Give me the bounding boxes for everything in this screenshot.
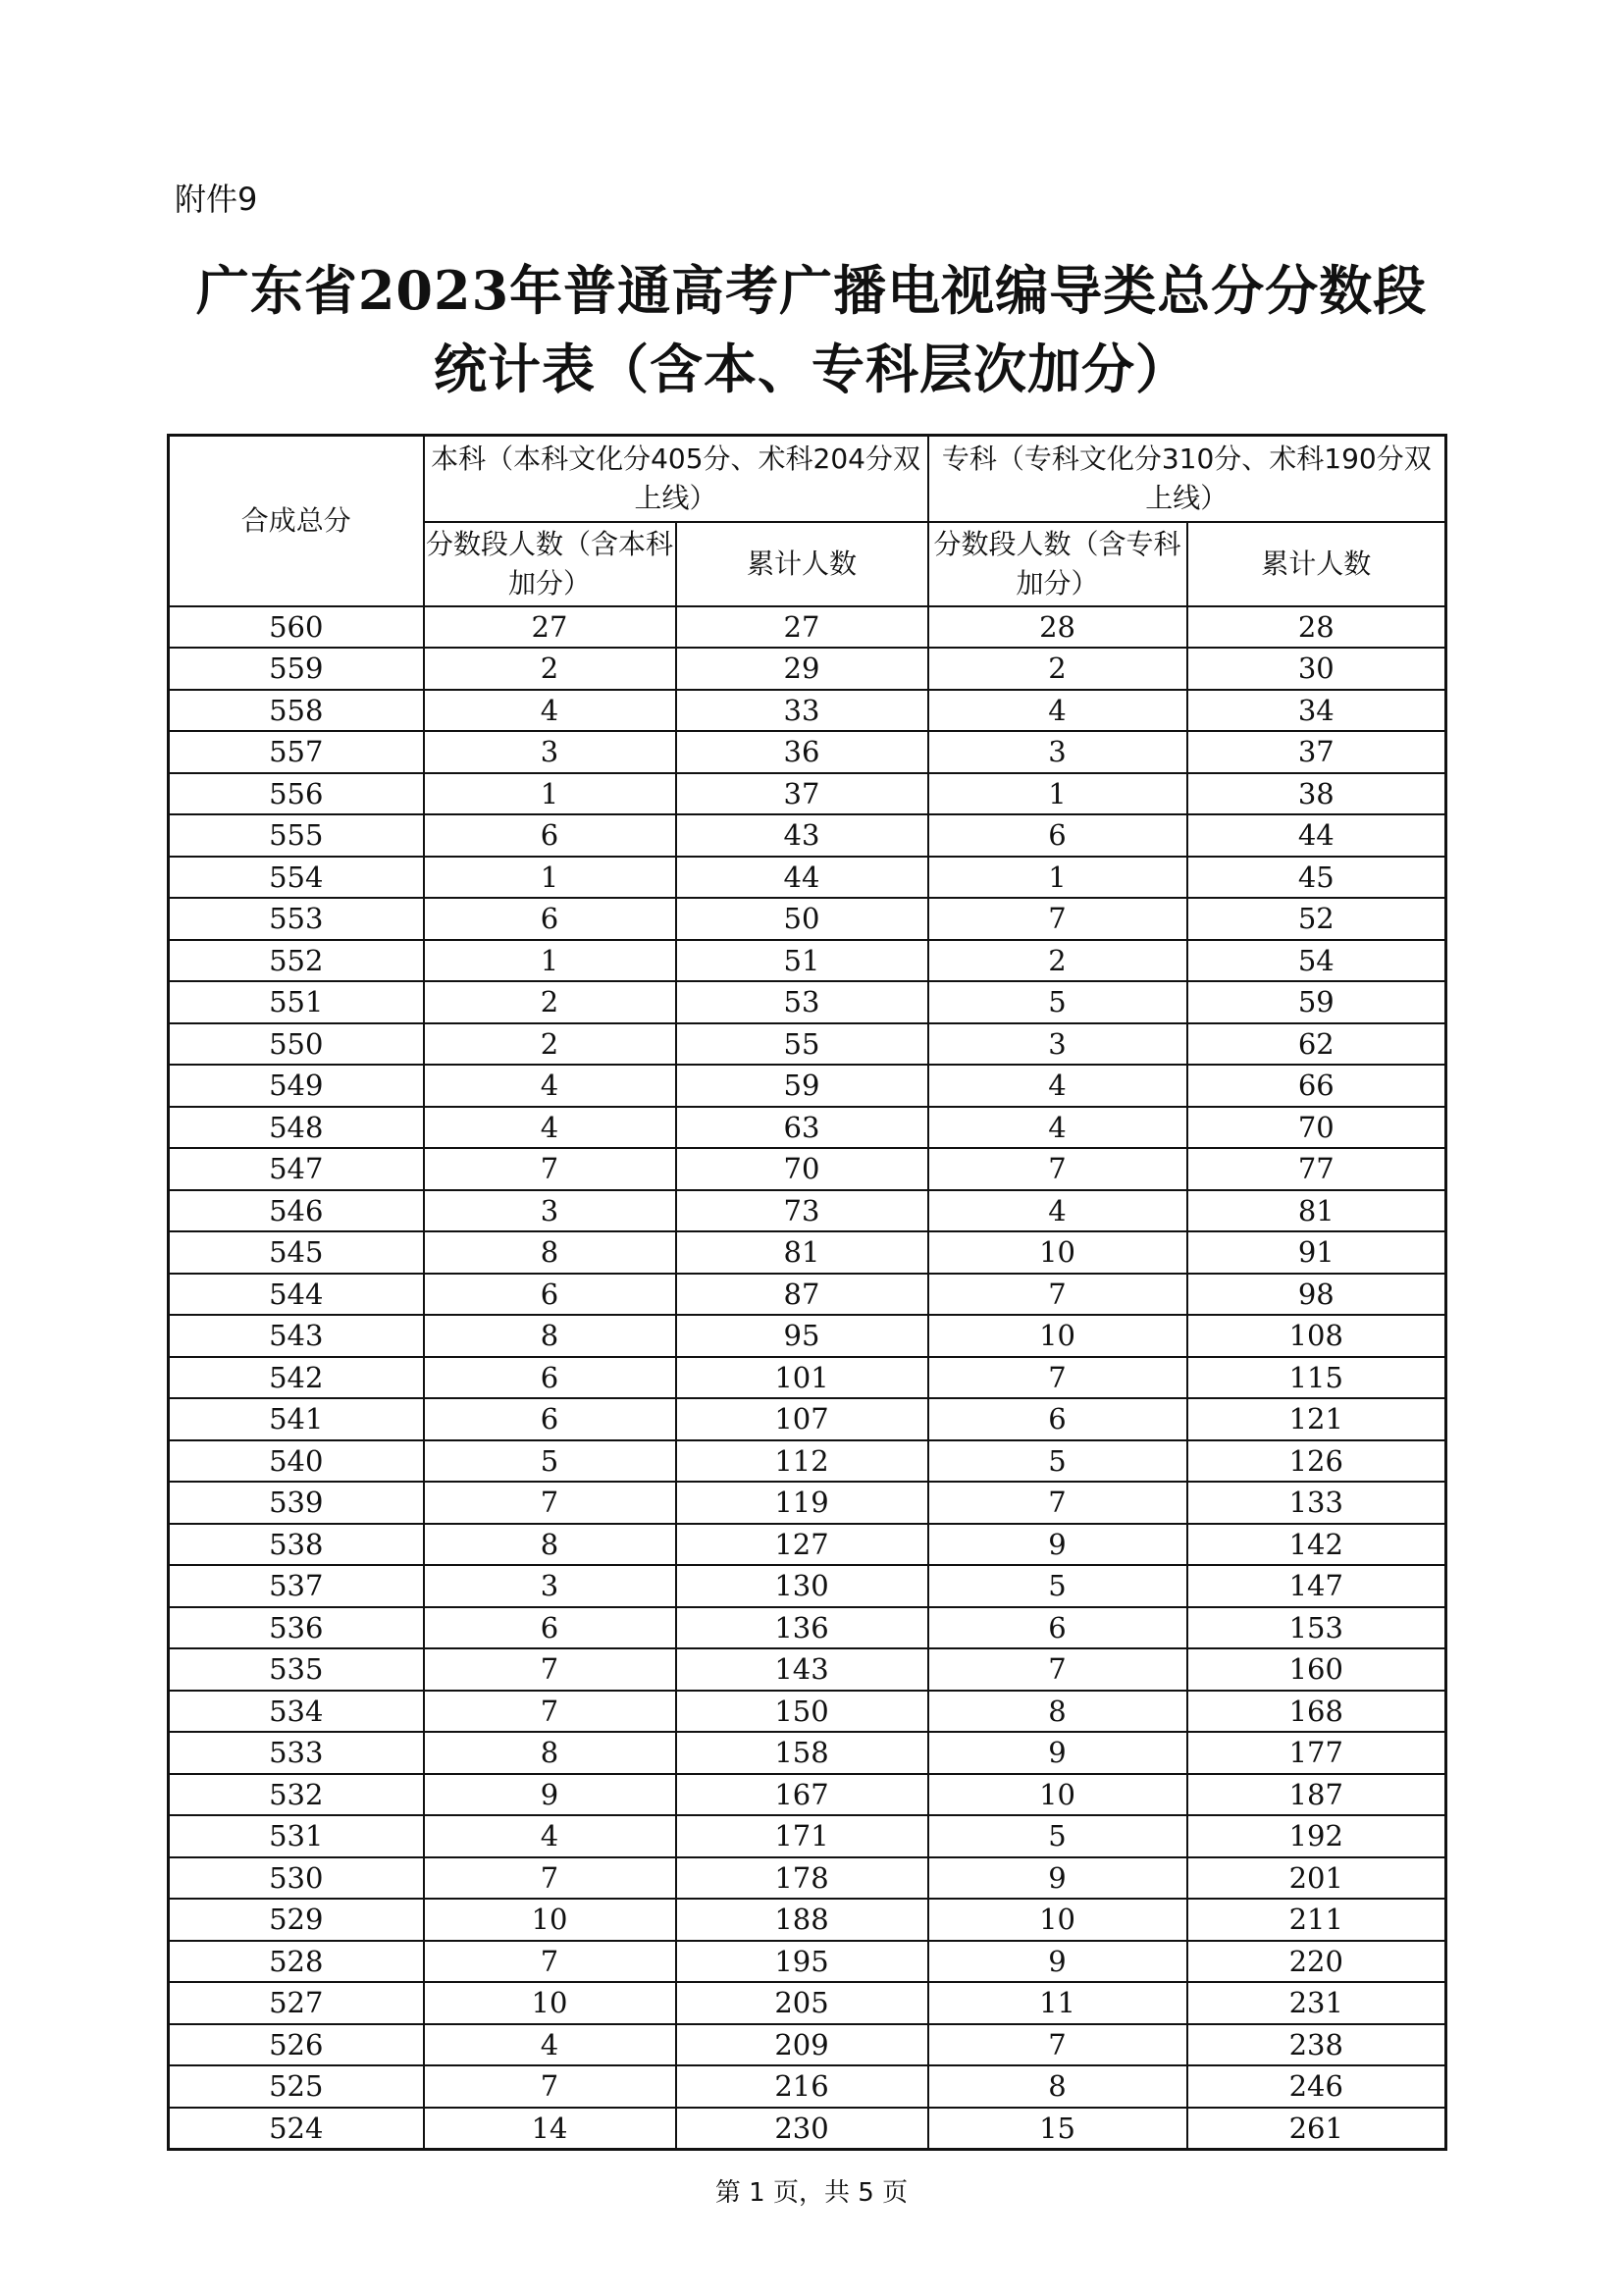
- cell-junior-segment: 4: [928, 690, 1187, 732]
- cell-undergrad-segment: 4: [424, 1107, 676, 1149]
- table-row: [169, 1524, 1446, 1566]
- cell-total-score: 534: [169, 1691, 424, 1733]
- cell-undergrad-segment: 6: [424, 814, 676, 857]
- header-undergrad-cumulative: 累计人数: [676, 522, 928, 606]
- cell-junior-cumulative: 45: [1187, 857, 1446, 899]
- cell-junior-cumulative: 62: [1187, 1023, 1446, 1066]
- cell-total-score: 558: [169, 690, 424, 732]
- table-row: [169, 1774, 1446, 1816]
- cell-total-score: 524: [169, 2108, 424, 2150]
- cell-junior-segment: 6: [928, 1398, 1187, 1440]
- cell-junior-cumulative: 38: [1187, 773, 1446, 815]
- cell-undergrad-segment: 4: [424, 1815, 676, 1857]
- table-row: [169, 731, 1446, 773]
- table-row: [169, 857, 1446, 899]
- cell-undergrad-cumulative: 167: [676, 1774, 928, 1816]
- cell-junior-cumulative: 52: [1187, 898, 1446, 940]
- cell-junior-cumulative: 142: [1187, 1524, 1446, 1566]
- table-row: [169, 2024, 1446, 2066]
- cell-junior-segment: 4: [928, 1107, 1187, 1149]
- cell-undergrad-cumulative: 101: [676, 1357, 928, 1399]
- cell-undergrad-segment: 7: [424, 1691, 676, 1733]
- cell-junior-cumulative: 246: [1187, 2065, 1446, 2108]
- table-row: [169, 1398, 1446, 1440]
- cell-total-score: 556: [169, 773, 424, 815]
- cell-junior-segment: 10: [928, 1231, 1187, 1274]
- cell-total-score: 555: [169, 814, 424, 857]
- table-row: [169, 606, 1446, 649]
- cell-undergrad-segment: 10: [424, 1982, 676, 2024]
- cell-junior-cumulative: 187: [1187, 1774, 1446, 1816]
- cell-junior-segment: 2: [928, 648, 1187, 690]
- cell-undergrad-segment: 7: [424, 2065, 676, 2108]
- cell-junior-segment: 8: [928, 1691, 1187, 1733]
- cell-junior-segment: 10: [928, 1315, 1187, 1357]
- cell-junior-segment: 7: [928, 1274, 1187, 1316]
- cell-junior-segment: 7: [928, 1648, 1187, 1691]
- table-row: [169, 2065, 1446, 2108]
- table-row: [169, 1148, 1446, 1190]
- cell-undergrad-segment: 6: [424, 1357, 676, 1399]
- cell-junior-cumulative: 37: [1187, 731, 1446, 773]
- cell-junior-cumulative: 81: [1187, 1190, 1446, 1232]
- cell-undergrad-cumulative: 130: [676, 1565, 928, 1607]
- cell-undergrad-segment: 8: [424, 1315, 676, 1357]
- cell-undergrad-segment: 6: [424, 1274, 676, 1316]
- header-junior-cumulative: 累计人数: [1187, 522, 1446, 606]
- cell-junior-cumulative: 121: [1187, 1398, 1446, 1440]
- cell-total-score: 550: [169, 1023, 424, 1066]
- cell-total-score: 560: [169, 606, 424, 649]
- cell-undergrad-segment: 1: [424, 940, 676, 982]
- table-row: [169, 690, 1446, 732]
- cell-undergrad-segment: 2: [424, 648, 676, 690]
- cell-total-score: 536: [169, 1607, 424, 1649]
- cell-undergrad-segment: 6: [424, 898, 676, 940]
- title-line-2: 统计表（含本、专科层次加分）: [434, 338, 1189, 400]
- cell-undergrad-cumulative: 73: [676, 1190, 928, 1232]
- cell-undergrad-cumulative: 63: [676, 1107, 928, 1149]
- table-row: [169, 1607, 1446, 1649]
- table-row: [169, 898, 1446, 940]
- cell-total-score: 546: [169, 1190, 424, 1232]
- table-row: [169, 1899, 1446, 1941]
- cell-total-score: 551: [169, 981, 424, 1023]
- cell-junior-segment: 5: [928, 981, 1187, 1023]
- table-row: [169, 1440, 1446, 1483]
- table-row: [169, 1815, 1446, 1857]
- cell-undergrad-cumulative: 59: [676, 1065, 928, 1107]
- cell-junior-segment: 7: [928, 1482, 1187, 1524]
- cell-undergrad-segment: 7: [424, 1482, 676, 1524]
- cell-junior-cumulative: 160: [1187, 1648, 1446, 1691]
- table-row: [169, 1231, 1446, 1274]
- cell-junior-segment: 4: [928, 1065, 1187, 1107]
- cell-total-score: 539: [169, 1482, 424, 1524]
- cell-junior-segment: 11: [928, 1982, 1187, 2024]
- cell-total-score: 535: [169, 1648, 424, 1691]
- cell-junior-segment: 2: [928, 940, 1187, 982]
- cell-undergrad-segment: 4: [424, 2024, 676, 2066]
- cell-total-score: 554: [169, 857, 424, 899]
- cell-junior-segment: 5: [928, 1440, 1187, 1483]
- cell-junior-cumulative: 147: [1187, 1565, 1446, 1607]
- cell-undergrad-segment: 7: [424, 1941, 676, 1983]
- cell-undergrad-cumulative: 43: [676, 814, 928, 857]
- cell-total-score: 526: [169, 2024, 424, 2066]
- cell-undergrad-segment: 8: [424, 1732, 676, 1774]
- cell-undergrad-segment: 3: [424, 731, 676, 773]
- cell-undergrad-segment: 10: [424, 1899, 676, 1941]
- cell-junior-segment: 9: [928, 1857, 1187, 1900]
- cell-junior-segment: 10: [928, 1899, 1187, 1941]
- cell-undergrad-cumulative: 29: [676, 648, 928, 690]
- cell-junior-segment: 15: [928, 2108, 1187, 2150]
- cell-total-score: 532: [169, 1774, 424, 1816]
- cell-undergrad-segment: 2: [424, 981, 676, 1023]
- cell-undergrad-segment: 4: [424, 690, 676, 732]
- table-row: [169, 2108, 1446, 2150]
- cell-undergrad-cumulative: 136: [676, 1607, 928, 1649]
- cell-junior-segment: 9: [928, 1732, 1187, 1774]
- cell-undergrad-segment: 4: [424, 1065, 676, 1107]
- cell-undergrad-cumulative: 44: [676, 857, 928, 899]
- cell-undergrad-segment: 1: [424, 773, 676, 815]
- cell-undergrad-cumulative: 50: [676, 898, 928, 940]
- cell-junior-cumulative: 133: [1187, 1482, 1446, 1524]
- cell-total-score: 542: [169, 1357, 424, 1399]
- title-line-1: 广东省2023年普通高考广播电视编导类总分分数段: [195, 259, 1428, 322]
- cell-undergrad-cumulative: 107: [676, 1398, 928, 1440]
- table-body: [169, 606, 1446, 2150]
- cell-junior-cumulative: 153: [1187, 1607, 1446, 1649]
- table-row: [169, 1190, 1446, 1232]
- cell-junior-segment: 7: [928, 898, 1187, 940]
- cell-undergrad-cumulative: 205: [676, 1982, 928, 2024]
- cell-junior-cumulative: 108: [1187, 1315, 1446, 1357]
- cell-junior-cumulative: 28: [1187, 606, 1446, 649]
- cell-junior-segment: 5: [928, 1565, 1187, 1607]
- cell-junior-segment: 28: [928, 606, 1187, 649]
- cell-total-score: 531: [169, 1815, 424, 1857]
- cell-junior-segment: 4: [928, 1190, 1187, 1232]
- cell-undergrad-cumulative: 33: [676, 690, 928, 732]
- cell-junior-cumulative: 238: [1187, 2024, 1446, 2066]
- cell-junior-cumulative: 77: [1187, 1148, 1446, 1190]
- cell-undergrad-segment: 8: [424, 1524, 676, 1566]
- table-row: [169, 1023, 1446, 1066]
- cell-undergrad-cumulative: 81: [676, 1231, 928, 1274]
- cell-undergrad-cumulative: 87: [676, 1274, 928, 1316]
- cell-junior-segment: 6: [928, 1607, 1187, 1649]
- score-distribution-table: [167, 434, 1447, 2151]
- cell-undergrad-cumulative: 143: [676, 1648, 928, 1691]
- document-title: [0, 251, 1623, 408]
- cell-total-score: 557: [169, 731, 424, 773]
- table-row: [169, 1732, 1446, 1774]
- cell-junior-cumulative: 177: [1187, 1732, 1446, 1774]
- table-row: [169, 1648, 1446, 1691]
- cell-junior-segment: 1: [928, 857, 1187, 899]
- cell-junior-cumulative: 261: [1187, 2108, 1446, 2150]
- cell-undergrad-segment: 1: [424, 857, 676, 899]
- cell-total-score: 537: [169, 1565, 424, 1607]
- header-row-groups: [169, 436, 1446, 522]
- table-row: [169, 773, 1446, 815]
- attachment-label: 附件9: [175, 181, 258, 218]
- cell-undergrad-segment: 3: [424, 1565, 676, 1607]
- cell-junior-cumulative: 44: [1187, 814, 1446, 857]
- cell-total-score: 529: [169, 1899, 424, 1941]
- cell-total-score: 540: [169, 1440, 424, 1483]
- cell-junior-cumulative: 126: [1187, 1440, 1446, 1483]
- cell-junior-segment: 3: [928, 1023, 1187, 1066]
- cell-undergrad-cumulative: 150: [676, 1691, 928, 1733]
- cell-undergrad-segment: 7: [424, 1148, 676, 1190]
- cell-undergrad-cumulative: 216: [676, 2065, 928, 2108]
- header-junior-group: 专科（专科文化分310分、术科190分双上线）: [928, 436, 1446, 522]
- cell-junior-cumulative: 115: [1187, 1357, 1446, 1399]
- cell-junior-segment: 1: [928, 773, 1187, 815]
- cell-undergrad-cumulative: 158: [676, 1732, 928, 1774]
- cell-junior-segment: 7: [928, 1148, 1187, 1190]
- cell-junior-segment: 9: [928, 1524, 1187, 1566]
- table-row: [169, 1941, 1446, 1983]
- cell-junior-cumulative: 211: [1187, 1899, 1446, 1941]
- cell-junior-segment: 7: [928, 2024, 1187, 2066]
- cell-junior-segment: 10: [928, 1774, 1187, 1816]
- header-junior-segment: 分数段人数（含专科加分）: [928, 522, 1187, 606]
- cell-junior-segment: 8: [928, 2065, 1187, 2108]
- cell-undergrad-cumulative: 188: [676, 1899, 928, 1941]
- table-row: [169, 1107, 1446, 1149]
- cell-undergrad-cumulative: 36: [676, 731, 928, 773]
- cell-undergrad-segment: 6: [424, 1398, 676, 1440]
- cell-undergrad-segment: 6: [424, 1607, 676, 1649]
- cell-undergrad-cumulative: 127: [676, 1524, 928, 1566]
- cell-junior-cumulative: 54: [1187, 940, 1446, 982]
- cell-undergrad-cumulative: 178: [676, 1857, 928, 1900]
- cell-undergrad-cumulative: 51: [676, 940, 928, 982]
- table-row: [169, 1691, 1446, 1733]
- cell-total-score: 538: [169, 1524, 424, 1566]
- cell-total-score: 547: [169, 1148, 424, 1190]
- cell-undergrad-segment: 9: [424, 1774, 676, 1816]
- cell-junior-cumulative: 30: [1187, 648, 1446, 690]
- cell-undergrad-segment: 27: [424, 606, 676, 649]
- cell-junior-cumulative: 201: [1187, 1857, 1446, 1900]
- cell-junior-cumulative: 34: [1187, 690, 1446, 732]
- header-undergrad-group: 本科（本科文化分405分、术科204分双上线）: [424, 436, 928, 522]
- table-row: [169, 1857, 1446, 1900]
- cell-total-score: 553: [169, 898, 424, 940]
- table-row: [169, 940, 1446, 982]
- cell-total-score: 543: [169, 1315, 424, 1357]
- cell-undergrad-segment: 5: [424, 1440, 676, 1483]
- cell-undergrad-segment: 3: [424, 1190, 676, 1232]
- cell-junior-cumulative: 66: [1187, 1065, 1446, 1107]
- table-row: [169, 1357, 1446, 1399]
- cell-junior-segment: 7: [928, 1357, 1187, 1399]
- cell-total-score: 545: [169, 1231, 424, 1274]
- table-row: [169, 1482, 1446, 1524]
- cell-undergrad-cumulative: 195: [676, 1941, 928, 1983]
- cell-undergrad-cumulative: 95: [676, 1315, 928, 1357]
- cell-total-score: 527: [169, 1982, 424, 2024]
- cell-undergrad-cumulative: 171: [676, 1815, 928, 1857]
- cell-total-score: 530: [169, 1857, 424, 1900]
- cell-undergrad-cumulative: 37: [676, 773, 928, 815]
- cell-junior-cumulative: 168: [1187, 1691, 1446, 1733]
- cell-total-score: 559: [169, 648, 424, 690]
- cell-total-score: 552: [169, 940, 424, 982]
- cell-junior-cumulative: 59: [1187, 981, 1446, 1023]
- cell-junior-segment: 5: [928, 1815, 1187, 1857]
- cell-junior-cumulative: 192: [1187, 1815, 1446, 1857]
- cell-total-score: 533: [169, 1732, 424, 1774]
- cell-undergrad-cumulative: 209: [676, 2024, 928, 2066]
- cell-total-score: 544: [169, 1274, 424, 1316]
- header-undergrad-segment: 分数段人数（含本科加分）: [424, 522, 676, 606]
- cell-undergrad-cumulative: 70: [676, 1148, 928, 1190]
- cell-junior-cumulative: 91: [1187, 1231, 1446, 1274]
- cell-junior-cumulative: 231: [1187, 1982, 1446, 2024]
- cell-total-score: 548: [169, 1107, 424, 1149]
- cell-total-score: 549: [169, 1065, 424, 1107]
- cell-undergrad-segment: 14: [424, 2108, 676, 2150]
- cell-junior-segment: 9: [928, 1941, 1187, 1983]
- cell-junior-segment: 6: [928, 814, 1187, 857]
- cell-total-score: 525: [169, 2065, 424, 2108]
- cell-junior-segment: 3: [928, 731, 1187, 773]
- cell-undergrad-segment: 7: [424, 1857, 676, 1900]
- cell-undergrad-segment: 2: [424, 1023, 676, 1066]
- header-total-score: 合成总分: [169, 436, 424, 606]
- cell-junior-cumulative: 70: [1187, 1107, 1446, 1149]
- table-row: [169, 981, 1446, 1023]
- table-row: [169, 1315, 1446, 1357]
- table-row: [169, 648, 1446, 690]
- table-row: [169, 1065, 1446, 1107]
- table-row: [169, 1982, 1446, 2024]
- table-row: [169, 1565, 1446, 1607]
- cell-total-score: 528: [169, 1941, 424, 1983]
- cell-junior-cumulative: 220: [1187, 1941, 1446, 1983]
- cell-undergrad-cumulative: 112: [676, 1440, 928, 1483]
- table-row: [169, 814, 1446, 857]
- cell-junior-cumulative: 98: [1187, 1274, 1446, 1316]
- page-footer: 第 1 页，共 5 页: [714, 2178, 909, 2208]
- cell-total-score: 541: [169, 1398, 424, 1440]
- cell-undergrad-cumulative: 27: [676, 606, 928, 649]
- cell-undergrad-cumulative: 119: [676, 1482, 928, 1524]
- cell-undergrad-cumulative: 53: [676, 981, 928, 1023]
- table-row: [169, 1274, 1446, 1316]
- cell-undergrad-cumulative: 55: [676, 1023, 928, 1066]
- cell-undergrad-cumulative: 230: [676, 2108, 928, 2150]
- cell-undergrad-segment: 7: [424, 1648, 676, 1691]
- cell-undergrad-segment: 8: [424, 1231, 676, 1274]
